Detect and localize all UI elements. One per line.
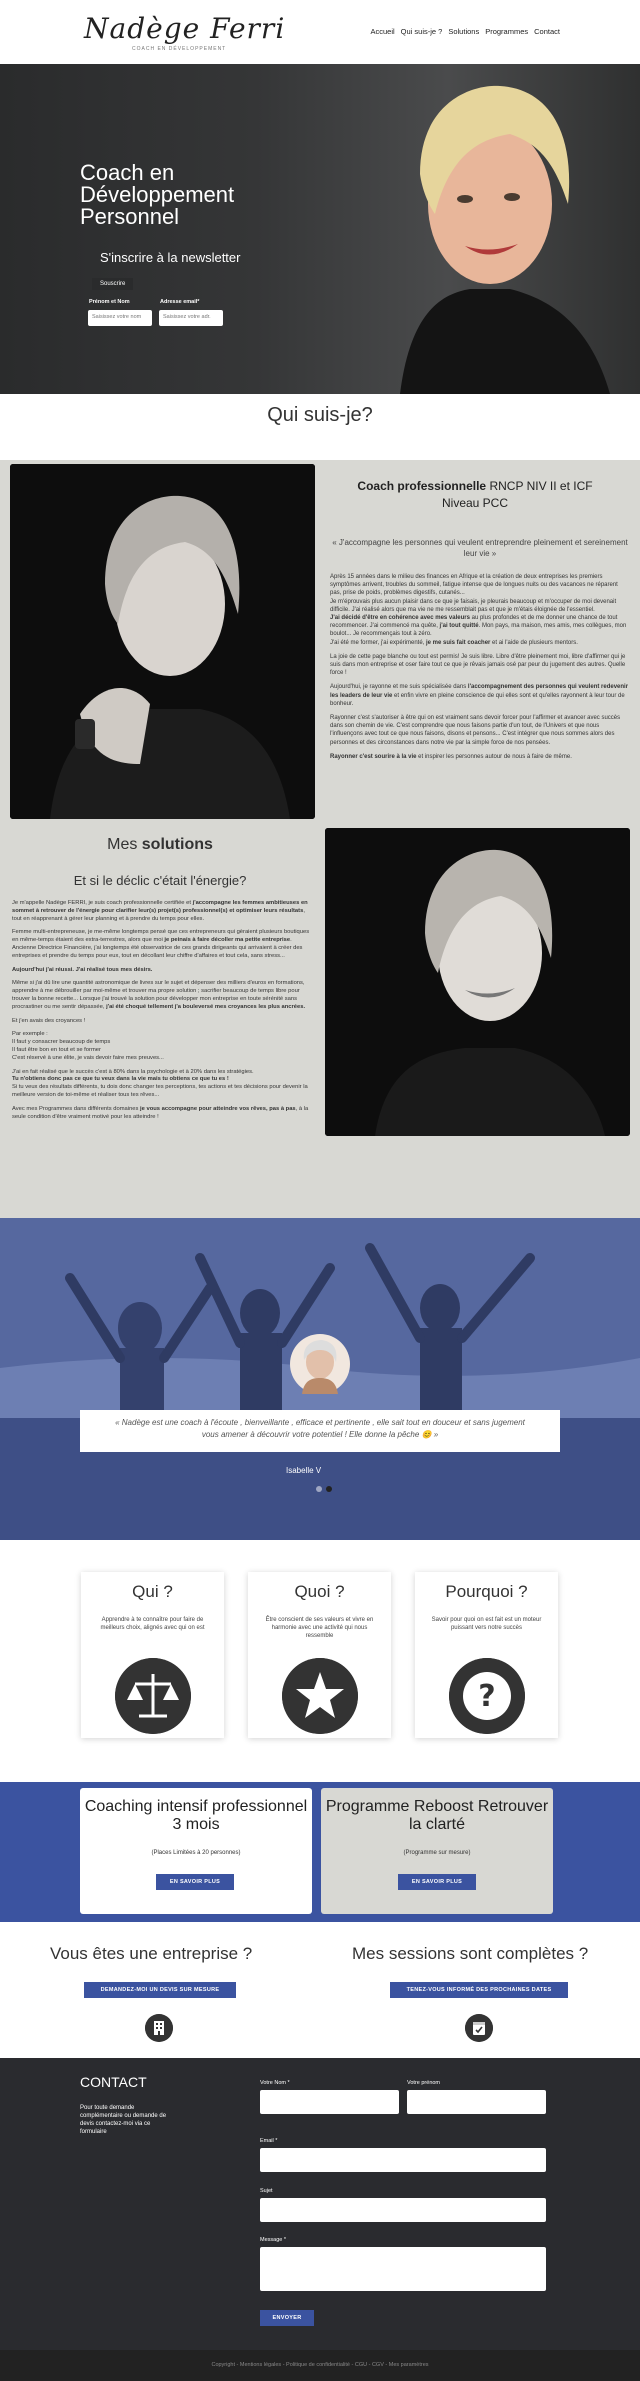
text: , tout en réapprenant à gérer leur planning et à prendre du temps pour elles. — [12, 907, 305, 922]
star-icon — [282, 1658, 358, 1734]
card-title: Quoi ? — [294, 1582, 345, 1601]
solutions-text — [12, 900, 310, 1121]
hero-title-line: Coach en — [80, 160, 175, 185]
about-quote: « J'accompagne les personnes qui veulent entreprendre pleinement et sereinement leur vie » — [332, 538, 628, 558]
program-description: (Programme sur mesure) — [403, 1850, 471, 1856]
text: Même si j'ai dû lire une quantité astronomique de livres sur le sujet et dépenser des milliers d'euros en formations, apprendre à me débrouiller par moi-même et trouver ma propre solution ; sacrifier beaucoup de temps libre pour trouver la bonne recette... Lorsque j'ai trouvé la solution pour développer mon entreprise en toute sérénité sans procrastiner ou me sentir dépassée, — [12, 980, 305, 1010]
bold-text: j'accompagne les femmes ambitieuses en sommet à retrouver de l'énergie pour clarifier leur(s) projet(s) professionnel(s) et optimiser leurs résultats — [12, 900, 308, 914]
solutions-title — [10, 836, 310, 854]
card-description: Être conscient de ses valeurs et vivre en harmonie avec une activité qui nous ressemble — [265, 1617, 374, 1639]
nav-contact[interactable]: Contact — [534, 27, 560, 36]
carousel-dot-2[interactable] — [326, 1486, 332, 1492]
bold-text: je vous accompagne pour atteindre vos rêves, pas à pas — [140, 1105, 296, 1112]
bold-text: je peinais à faire décoller ma petite entreprise — [164, 937, 291, 944]
scale-icon — [115, 1658, 191, 1734]
site-logo[interactable]: Nadège Ferri — [84, 12, 286, 45]
dates-button[interactable]: TENEZ-VOUS INFORMÉ DES PROCHAINES DATES — [390, 1982, 568, 1998]
text: et ai l'aide de plusieurs mentors. — [490, 639, 578, 646]
solutions-paragraph — [12, 900, 310, 923]
about-paragraph — [330, 614, 630, 639]
qui-suis-je-title: Qui suis-je? — [267, 404, 373, 426]
newsletter-title: S'inscrire à la newsletter — [100, 250, 241, 265]
solutions-paragraph: Par exemple : — [12, 1031, 48, 1038]
solutions-paragraph — [12, 929, 310, 960]
about-paragraph: Après 15 années dans le milieu des finances en Afrique et la création de deux entreprises les premiers symptômes arrivent, troubles du sommeil, fatigue intense que de longues nuits ou des vacances ne réparent pas, prise de poids, problèmes digestifs, cutanés... — [330, 574, 618, 597]
text: au plus profondes et de me donner une chance de tout recommencer. J'ai commencé ma quête, — [330, 615, 618, 630]
send-button[interactable]: ENVOYER — [260, 2310, 314, 2326]
text: , à la seule condition d'être vraiment motivé pour les atteindre ! — [12, 1105, 309, 1120]
nom-label: Votre Nom * — [260, 2080, 290, 2086]
hero-title — [80, 162, 234, 228]
email-input[interactable] — [260, 2148, 546, 2172]
solutions-paragraph: J'ai en fait réalisé que le succès c'est à 80% dans la psychologie et à 20% dans les stratégies. — [12, 1068, 254, 1075]
card-description: Savoir pour quoi on est fait est un moteur puissant vers notre succès — [431, 1617, 542, 1631]
name-label: Prénom et Nom — [89, 299, 130, 305]
sujet-input[interactable] — [260, 2198, 546, 2222]
contact-title: CONTACT — [80, 2074, 147, 2090]
footer-links[interactable]: Copyright - Mentions légales - Politique de confidentialité - CGU - CGV - Mes paramètres — [211, 2362, 429, 2368]
main-nav — [370, 27, 560, 36]
solutions-paragraph: Il faut être bon en tout et se former — [12, 1046, 101, 1053]
solutions-paragraph: Si tu veux des résultats différents, tu dois donc changer tes perceptions, tes actions et tes décisions pour devenir la meilleure version de toi-même et réaliser tous tes rêves... — [12, 1084, 308, 1098]
nav-accueil[interactable]: Accueil — [370, 27, 395, 36]
email-label: Adresse email* — [160, 299, 200, 305]
solutions-paragraph: Il faut y consacrer beaucoup de temps — [12, 1039, 111, 1046]
solutions-paragraph: C'est réservé à une élite, je vais devoir faire mes preuves... — [12, 1054, 164, 1061]
nav-programmes[interactable]: Programmes — [485, 27, 529, 36]
text: Aujourd'hui, je rayonne et me suis spécialisée dans — [330, 684, 468, 691]
carousel-dot-1[interactable] — [316, 1486, 322, 1492]
about-paragraph: Rayonner c'est s'autoriser à être qui on est vraiment sans devoir forcer pour l'affirmer et avancer avec succès dans son chemin de vie. C'est comprendre que nous faisons partie d'un tout, de l'Univers et que nous l'influençons avec tout ce que nous faisons, disons et pensons... C'est intégrer que nous sommes alors des personnes et des circonstances dans notre vie par la simple force de nos pensées. — [330, 715, 621, 746]
text: Femme multi-entrepreneuse, je me-même longtemps pensé que ces entrepreneurs qui gèraient plusieurs boutiques en même-temps étaient des extra-terrestres, alors que moi — [12, 929, 310, 944]
svg-text:?: ? — [478, 1679, 496, 1714]
program-more-button[interactable]: EN SAVOIR PLUS — [398, 1874, 476, 1890]
nom-input[interactable] — [260, 2090, 399, 2114]
hero-section — [0, 64, 640, 394]
subscribe-button[interactable]: Souscrire — [92, 278, 133, 290]
about-text — [330, 573, 630, 761]
card-title: Pourquoi ? — [445, 1582, 528, 1601]
solutions-paragraph: Et j'en avais des croyances ! — [12, 1017, 86, 1024]
email-label: Email * — [260, 2138, 278, 2144]
text: J'ai été me former, j'ai expérimenté, — [330, 639, 426, 646]
text: . Ancienne Directrice Financière, j'ai longtemps été observatrice de ces grands dirigeants qui arrivaient à créer des entreprises et prendre du temps pour eux, tout en décollant leur chiffre d'affaires et tout cela, sans stress... — [12, 937, 303, 959]
program-more-button[interactable]: EN SAVOIR PLUS — [156, 1874, 234, 1890]
card-quoi — [248, 1572, 391, 1738]
bold-text: J'ai décidé d'être en cohérence avec mes valeurs — [330, 615, 470, 622]
nav-solutions[interactable]: Solutions — [448, 27, 480, 36]
portrait-photo-1 — [10, 464, 315, 819]
text: et inspirer les personnes autour de nous à faire de même. — [416, 753, 572, 760]
bold-text: Tu n'obtiens donc pas ce que tu veux dans la vie mais tu obtiens ce que tu es ! — [12, 1076, 229, 1083]
solutions-paragraph — [12, 967, 310, 975]
message-textarea[interactable] — [260, 2247, 546, 2291]
text: et enfin vivre en pleine conscience de qui elles sont et qu'elles rayonnent à leur tour de bonheur. — [330, 692, 625, 707]
solutions-paragraph — [12, 1076, 310, 1084]
logo-subtitle: COACH EN DÉVELOPPEMENT — [132, 46, 227, 52]
title-part: Mes — [107, 836, 142, 853]
program-coaching-intensif — [80, 1788, 312, 1914]
message-label: Message * — [260, 2237, 286, 2243]
program-reboost — [321, 1788, 553, 1914]
sujet-label: Sujet — [260, 2188, 273, 2194]
nav-qui-suis-je[interactable]: Qui suis-je ? — [400, 27, 443, 36]
about-paragraph — [330, 683, 630, 708]
about-paragraph: Je m'éprouvais plus aucun plaisir dans ce que je faisais, je pleurais beaucoup et m'occuper de moi devenait difficile. J'ai réalisé alors que ma vie ne me ressemblait pas et que je m'étais éloignée de l'essentiel. — [330, 598, 617, 613]
coach-heading — [340, 478, 610, 512]
portrait-photo-2 — [325, 828, 630, 1136]
testimonial-author: Isabelle V — [286, 1466, 322, 1475]
text: Je m'appelle Nadège FERRI, je suis coach professionnelle certifiée et — [12, 900, 193, 906]
program-title: Coaching intensif professionnel 3 mois — [84, 1798, 308, 1833]
calendar-icon — [465, 2014, 493, 2042]
title-part-bold: solutions — [141, 836, 213, 853]
program-title: Programme Reboost Retrouver la clarté — [325, 1798, 549, 1833]
hero-title-line: Personnel — [80, 204, 180, 229]
testimonial-quote: « Nadège est une coach à l'écoute , bienveillante , efficace et pertinente , elle sait tout en douceur et sans jugement vous amener à découvrir votre potentiel ! Elle donne la pêche 😊 » — [80, 1410, 560, 1452]
program-description: (Places Limitées à 20 personnes) — [151, 1850, 241, 1856]
testimonial-section — [0, 1218, 640, 1540]
newsletter-name-input[interactable]: Saisissez votre nom — [88, 310, 152, 326]
coach-heading-bold: Coach professionnelle — [357, 479, 487, 493]
text: Avec mes Programmes dans différents domaines — [12, 1105, 141, 1112]
bold-text: Aujourd'hui j'ai réussi. J'ai réalisé tous mes désirs. — [12, 966, 153, 973]
site-header — [0, 0, 640, 64]
solutions-paragraph — [12, 980, 310, 1011]
prenom-input[interactable] — [407, 2090, 546, 2114]
prenom-label: Votre prénom — [407, 2080, 441, 2086]
about-paragraph: La joie de cette page blanche ou tout est permis! Je suis libre. Libre d'être pleinement moi, libre d'affirmer qui je suis dans mon entreprise et oser faire tout ce que je rêvais jamais osé par peur du jugement des autres. Quelle force ! — [330, 653, 626, 677]
bold-text: Rayonner c'est sourire à la vie — [330, 753, 417, 760]
newsletter-email-input[interactable]: Saisissez votre adr. — [159, 310, 223, 326]
testimonial-avatar — [290, 1334, 350, 1394]
sessions-title: Mes sessions sont complètes ? — [352, 1944, 589, 1963]
card-pourquoi — [415, 1572, 558, 1738]
enterprise-title: Vous êtes une entreprise ? — [50, 1944, 253, 1963]
card-description: Apprendre à te connaître pour faire de meilleurs choix, alignés avec qui on est — [100, 1617, 205, 1631]
hero-portrait — [340, 64, 640, 394]
solutions-subtitle: Et si le déclic c'était l'énergie? — [73, 873, 247, 888]
bold-text: je me suis fait coacher — [426, 639, 491, 646]
bold-text: j'ai été choqué tellement j'a bouleversé mes croyances les plus ancrées. — [106, 1003, 306, 1010]
bold-text: j'ai tout quitté — [439, 623, 479, 630]
about-paragraph — [330, 753, 630, 761]
building-icon — [145, 2014, 173, 2042]
contact-description: Pour toute demande complémentaire ou demande de devis contactez-moi via ce formulaire — [80, 2105, 167, 2135]
bold-text: l'accompagnement des personnes qui veulent redevenir les leaders de leur vie — [330, 684, 629, 699]
solutions-paragraph — [12, 1106, 310, 1122]
coach-heading-rest: RNCP NIV II et ICF Niveau PCC — [441, 479, 593, 510]
about-paragraph — [330, 639, 630, 647]
card-title: Qui ? — [132, 1582, 173, 1601]
text: . Mon pays, ma maison, mes amis, mes collègues, mon boulot... Je recommençais tout à zéro. — [330, 623, 627, 638]
card-qui — [81, 1572, 224, 1738]
question-icon — [449, 1658, 525, 1734]
devis-button[interactable]: DEMANDEZ-MOI UN DEVIS SUR MESURE — [84, 1982, 236, 1998]
hero-title-line: Développement — [80, 182, 235, 207]
